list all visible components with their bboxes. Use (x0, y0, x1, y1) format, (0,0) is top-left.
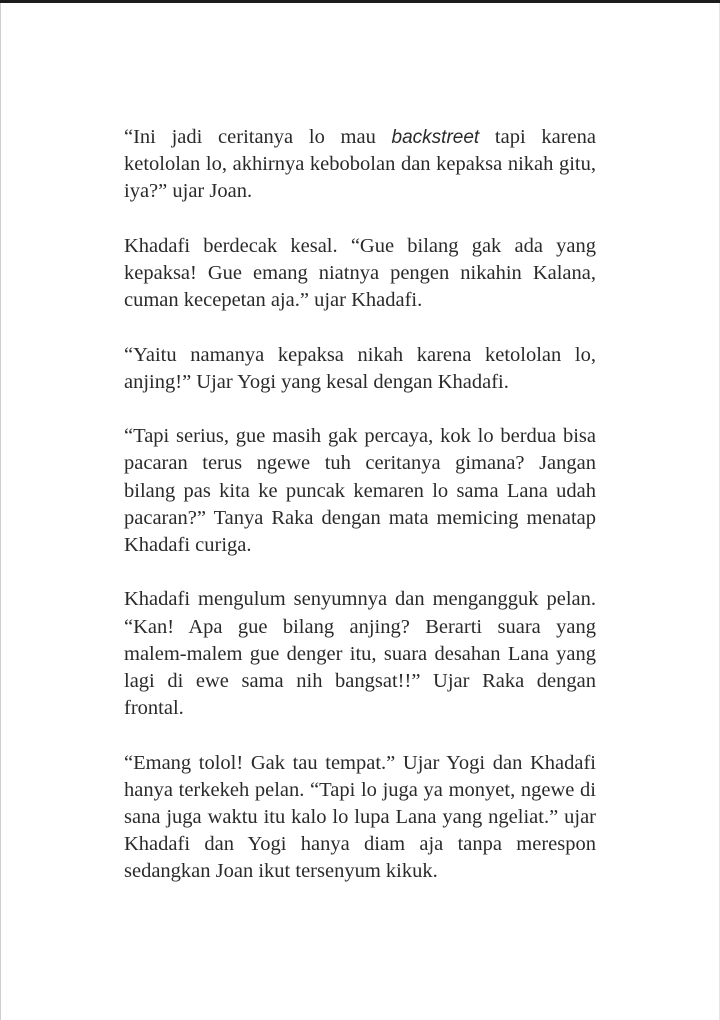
top-border (0, 0, 720, 3)
text-line: “Tapi serius, gue masih gak percaya, kok lo berdua bisa (124, 425, 596, 448)
text-line: kepaksa! Gue emang niatnya pengen nikahin Kalana, (124, 262, 596, 284)
document-body (124, 124, 596, 886)
text-line: frontal. (124, 697, 184, 720)
paragraph (124, 233, 596, 315)
text-line: pacaran terus ngewe tuh ceritanya gimana? Jangan (124, 452, 596, 475)
paragraph (124, 124, 596, 206)
text-run: tapi karena (479, 126, 596, 148)
text-line: Khadafi curiga. (124, 534, 252, 556)
text-line: Khadafi berdecak kesal. “Gue bilang gak ada yang (124, 234, 596, 257)
text-line: lagi di ewe sama nih bangsat!!” Ujar Raka dengan (124, 670, 596, 692)
text-line: bilang pas kita ke puncak kemaren lo sama Lana udah (124, 479, 596, 502)
text-line (124, 124, 596, 151)
text-line: “Yaitu namanya kepaksa nikah karena ketololan lo, (124, 343, 596, 366)
page-left-edge (0, 3, 1, 1020)
text-line: sana juga waktu itu kalo lo lupa Lana yang ngeliat.” ujar (124, 806, 596, 828)
paragraph (124, 342, 596, 396)
text-line: hanya terkekeh pelan. “Tapi lo juga ya monyet, ngewe di (124, 778, 596, 801)
text-run: “Ini jadi ceritanya lo mau (124, 126, 392, 148)
paragraph (124, 423, 596, 559)
text-line: “Emang tolol! Gak tau tempat.” Ujar Yogi dan Khadafi (124, 751, 596, 774)
italic-word: backstreet (391, 127, 480, 148)
text-line: anjing!” Ujar Yogi yang kesal dengan Khadafi. (124, 370, 509, 393)
paragraph (124, 586, 596, 722)
text-line: Khadafi dan Yogi hanya diam aja tanpa merespon (124, 833, 596, 856)
text-line: cuman kecepetan aja.” ujar Khadafi. (124, 289, 423, 312)
text-line: ketololan lo, akhirnya kebobolan dan kepaksa nikah gitu, (124, 153, 596, 176)
text-line: “Kan! Apa gue bilang anjing? Berarti suara yang (124, 615, 596, 638)
text-line: Khadafi mengulum senyumnya dan mengangguk pelan. (124, 588, 596, 611)
paragraph (124, 750, 596, 886)
text-line: malem-malem gue denger itu, suara desahan Lana yang (124, 642, 596, 665)
text-line: pacaran?” Tanya Raka dengan mata memicing menatap (124, 506, 596, 529)
text-line: sedangkan Joan ikut tersenyum kikuk. (124, 860, 438, 883)
text-line: iya?” ujar Joan. (124, 180, 253, 203)
